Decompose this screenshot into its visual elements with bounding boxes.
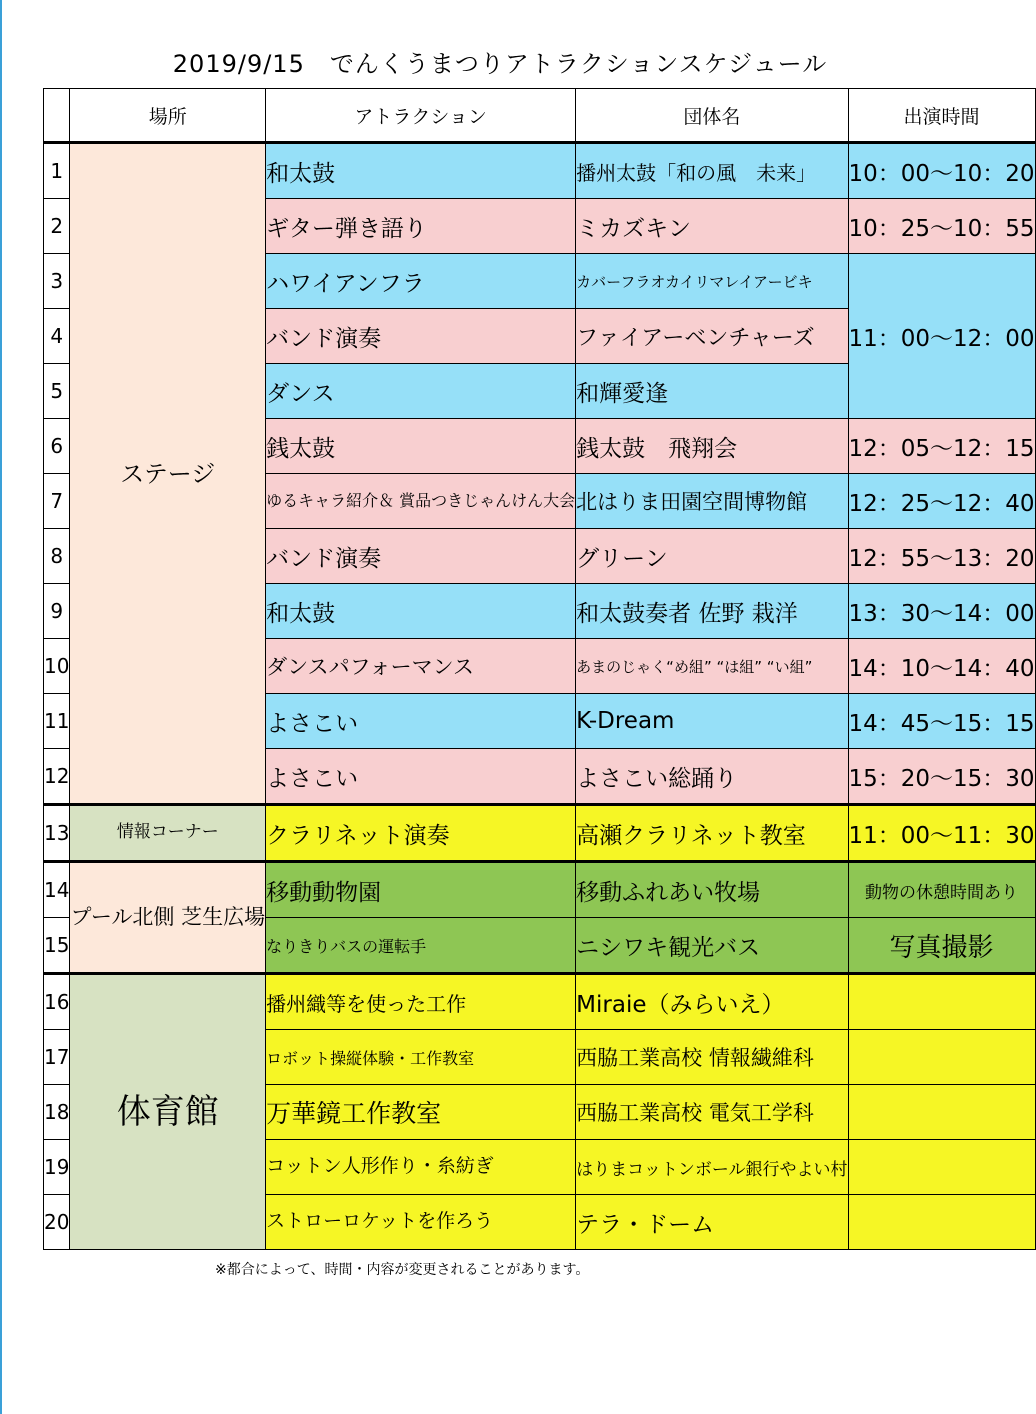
place-pool-lawn: プール北側 芝生広場 [70,862,266,974]
group-cell: 高瀬クラリネット教室 [576,805,848,862]
group-cell: よさこい総踊り [576,749,848,805]
group-cell: テラ・ドーム [576,1195,848,1250]
group-cell: グリーン [576,529,848,584]
row-number: 1 [44,143,70,199]
table-row [44,143,1036,199]
page-edge-line [0,0,2,1414]
row-number: 5 [44,364,70,419]
time-cell [848,1140,1035,1195]
row-number: 15 [44,918,70,974]
table-row [44,862,1036,918]
change-notice: ※都合によって、時間・内容が変更されることがあります。 [215,1262,590,1278]
row-number: 10 [44,639,70,694]
attraction-cell: ギター弾き語り [266,199,576,254]
header-place: 場所 [70,89,266,143]
time-cell [848,974,1035,1030]
row-number: 3 [44,254,70,309]
time-cell: 10：25～10：55 [848,199,1035,254]
header-group: 団体名 [576,89,848,143]
row-number: 6 [44,419,70,474]
attraction-cell: 万華鏡工作教室 [266,1085,576,1140]
table-row [44,805,1036,862]
time-cell [848,1195,1035,1250]
group-cell: ニシワキ観光バス [576,918,848,974]
row-number: 20 [44,1195,70,1250]
header-attraction: アトラクション [266,89,576,143]
attraction-cell: ストローロケットを作ろう [266,1195,576,1250]
group-cell: あまのじゃく“め組” “は組” “い組” [576,639,848,694]
group-cell: 西脇工業高校 電気工学科 [576,1085,848,1140]
time-cell: 15：20～15：30 [848,749,1035,805]
group-cell: 西脇工業高校 情報繊維科 [576,1030,848,1085]
page-title: 2019/9/15 でんくうまつりアトラクションスケジュール [172,50,828,78]
group-cell: ミカズキン [576,199,848,254]
time-cell [848,1085,1035,1140]
group-cell: はりまコットンボール銀行やよい村 [576,1140,848,1195]
row-number: 13 [44,805,70,862]
time-cell: 12：25～12：40 [848,474,1035,529]
attraction-cell: 移動動物園 [266,862,576,918]
place-stage: ステージ [70,143,266,805]
row-number: 7 [44,474,70,529]
group-cell: 移動ふれあい牧場 [576,862,848,918]
group-cell: 銭太鼓 飛翔会 [576,419,848,474]
attraction-cell: 銭太鼓 [266,419,576,474]
row-number: 2 [44,199,70,254]
place-gym: 体育館 [70,974,266,1250]
attraction-cell: よさこい [266,749,576,805]
header-row [44,89,1036,143]
attraction-cell: 和太鼓 [266,143,576,199]
attraction-cell: ダンスパフォーマンス [266,639,576,694]
row-number: 9 [44,584,70,639]
time-cell: 12：55～13：20 [848,529,1035,584]
attraction-cell: なりきりバスの運転手 [266,918,576,974]
time-cell: 14：45～15：15 [848,694,1035,749]
attraction-cell: バンド演奏 [266,529,576,584]
group-cell: ファイアーベンチャーズ [576,309,848,364]
group-cell: 北はりま田園空間博物館 [576,474,848,529]
row-number: 16 [44,974,70,1030]
header-no [44,89,70,143]
place-info-corner: 情報コーナー [70,805,266,862]
row-number: 8 [44,529,70,584]
row-number: 17 [44,1030,70,1085]
group-cell: 播州太鼓「和の風 未来」 [576,143,848,199]
row-number: 14 [44,862,70,918]
time-cell: 12：05～12：15 [848,419,1035,474]
row-number: 18 [44,1085,70,1140]
attraction-cell: 播州織等を使った工作 [266,974,576,1030]
attraction-cell: ゆるキャラ紹介＆ 賞品つきじゃんけん大会 [266,474,576,529]
time-cell: 13：30～14：00 [848,584,1035,639]
time-cell [848,1030,1035,1085]
time-cell: 10：00～10：20 [848,143,1035,199]
time-cell: 11：00～11：30 [848,805,1035,862]
table-row [44,974,1036,1030]
row-number: 19 [44,1140,70,1195]
time-cell: 写真撮影 [848,918,1035,974]
attraction-cell: コットン人形作り・糸紡ぎ [266,1140,576,1195]
group-cell: 和輝愛逢 [576,364,848,419]
schedule-table [43,88,1036,1250]
row-number: 4 [44,309,70,364]
group-cell: K-Dream [576,694,848,749]
attraction-cell: バンド演奏 [266,309,576,364]
header-time: 出演時間 [848,89,1035,143]
attraction-cell: ダンス [266,364,576,419]
attraction-cell: クラリネット演奏 [266,805,576,862]
attraction-cell: よさこい [266,694,576,749]
attraction-cell: ロボット操縦体験・工作教室 [266,1030,576,1085]
time-cell: 動物の休憩時間あり [848,862,1035,918]
attraction-cell: 和太鼓 [266,584,576,639]
group-cell: カバーフラオカイリマレイアービキ [576,254,848,309]
group-cell: 和太鼓奏者 佐野 栽洋 [576,584,848,639]
time-cell: 11：00～12：00 [848,254,1035,419]
row-number: 12 [44,749,70,805]
row-number: 11 [44,694,70,749]
group-cell: Miraie（みらいえ） [576,974,848,1030]
time-cell: 14：10～14：40 [848,639,1035,694]
attraction-cell: ハワイアンフラ [266,254,576,309]
